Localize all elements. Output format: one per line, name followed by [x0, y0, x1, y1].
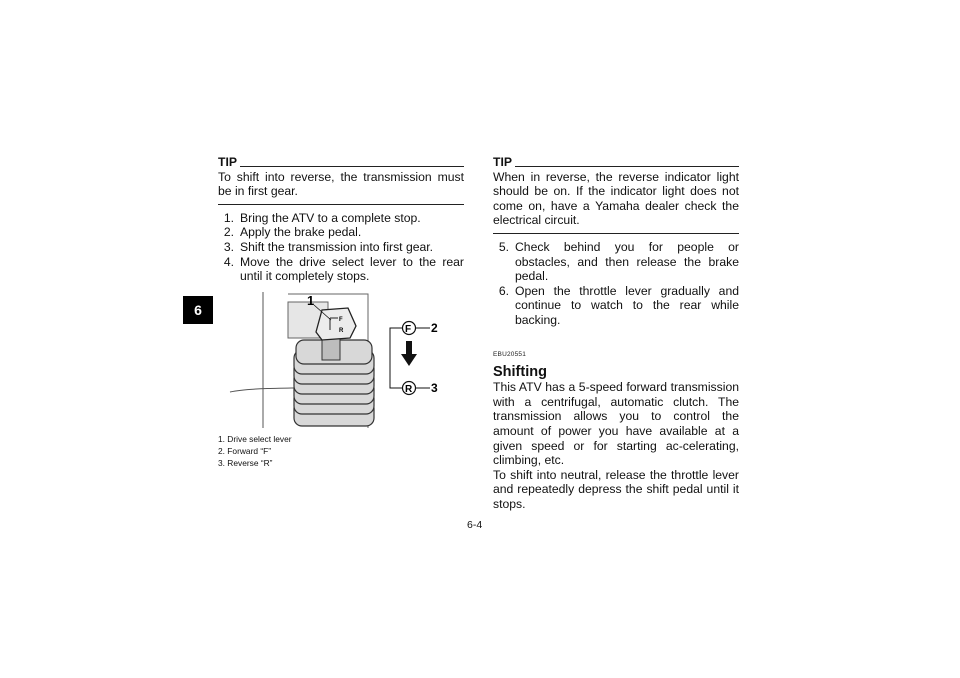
list-item: 6. Open the throttle lever gradually and continue to watch to the rear while backing. — [498, 283, 739, 327]
caption-item: 2. Forward “F” — [218, 445, 272, 456]
drive-select-lever-illustration — [218, 288, 464, 433]
tip-text: When in reverse, the reverse indicator light should be on. If the indicator light does not come on, have a Yamaha dealer check the electrical circuit. — [493, 170, 739, 234]
callout-1: 1 — [307, 292, 315, 308]
tip-label: TIP — [493, 155, 512, 169]
tip-heading — [493, 155, 739, 170]
tip-rule — [515, 166, 739, 167]
paragraph: This ATV has a 5-speed forward transmission with a centrifugal, automatic clutch. The transmission allows you to control the amount of power you have available at a given speed or for starting ac-celerating, climbing, etc. — [493, 380, 739, 468]
reverse-r-icon: R — [405, 383, 413, 395]
callout-2: 2 — [431, 320, 438, 335]
lever-drawing — [218, 288, 464, 433]
section-code: EBU20551 — [493, 350, 527, 358]
list-item: 5. Check behind you for people or obstacles, and then release the brake pedal. — [498, 239, 739, 284]
chapter-tab: 6 — [183, 296, 213, 324]
steps-list — [493, 240, 739, 328]
caption-item: 3. Reverse “R” — [218, 457, 273, 468]
forward-f-icon: F — [405, 323, 412, 335]
list-item: 4. Move the drive select lever to the rear until it completely stops. — [223, 254, 464, 284]
list-item: 1. Bring the ATV to a complete stop. — [223, 210, 421, 225]
steps-list — [218, 211, 464, 284]
tip-heading — [218, 155, 464, 170]
knob-r-mark: R — [339, 327, 344, 334]
callout-3: 3 — [431, 380, 438, 395]
figure-captions — [218, 433, 464, 469]
arrow-down-icon — [401, 341, 417, 366]
right-column — [493, 155, 739, 511]
list-item: 3. Shift the transmission into first gear. — [223, 239, 434, 254]
knob-f-mark: F — [339, 316, 343, 323]
left-column — [218, 155, 464, 469]
paragraph: To shift into neutral, release the throttle lever and repeatedly depress the shift pedal until it stops. — [493, 467, 739, 511]
caption-item: 1. Drive select lever — [218, 433, 292, 444]
tip-rule — [240, 166, 464, 167]
tip-text: To shift into reverse, the transmission must be in first gear. — [218, 170, 464, 205]
list-item: 2. Apply the brake pedal. — [223, 225, 362, 240]
page-number: 6-4 — [467, 519, 483, 531]
tip-label: TIP — [218, 155, 237, 169]
section-title: Shifting — [493, 364, 547, 381]
